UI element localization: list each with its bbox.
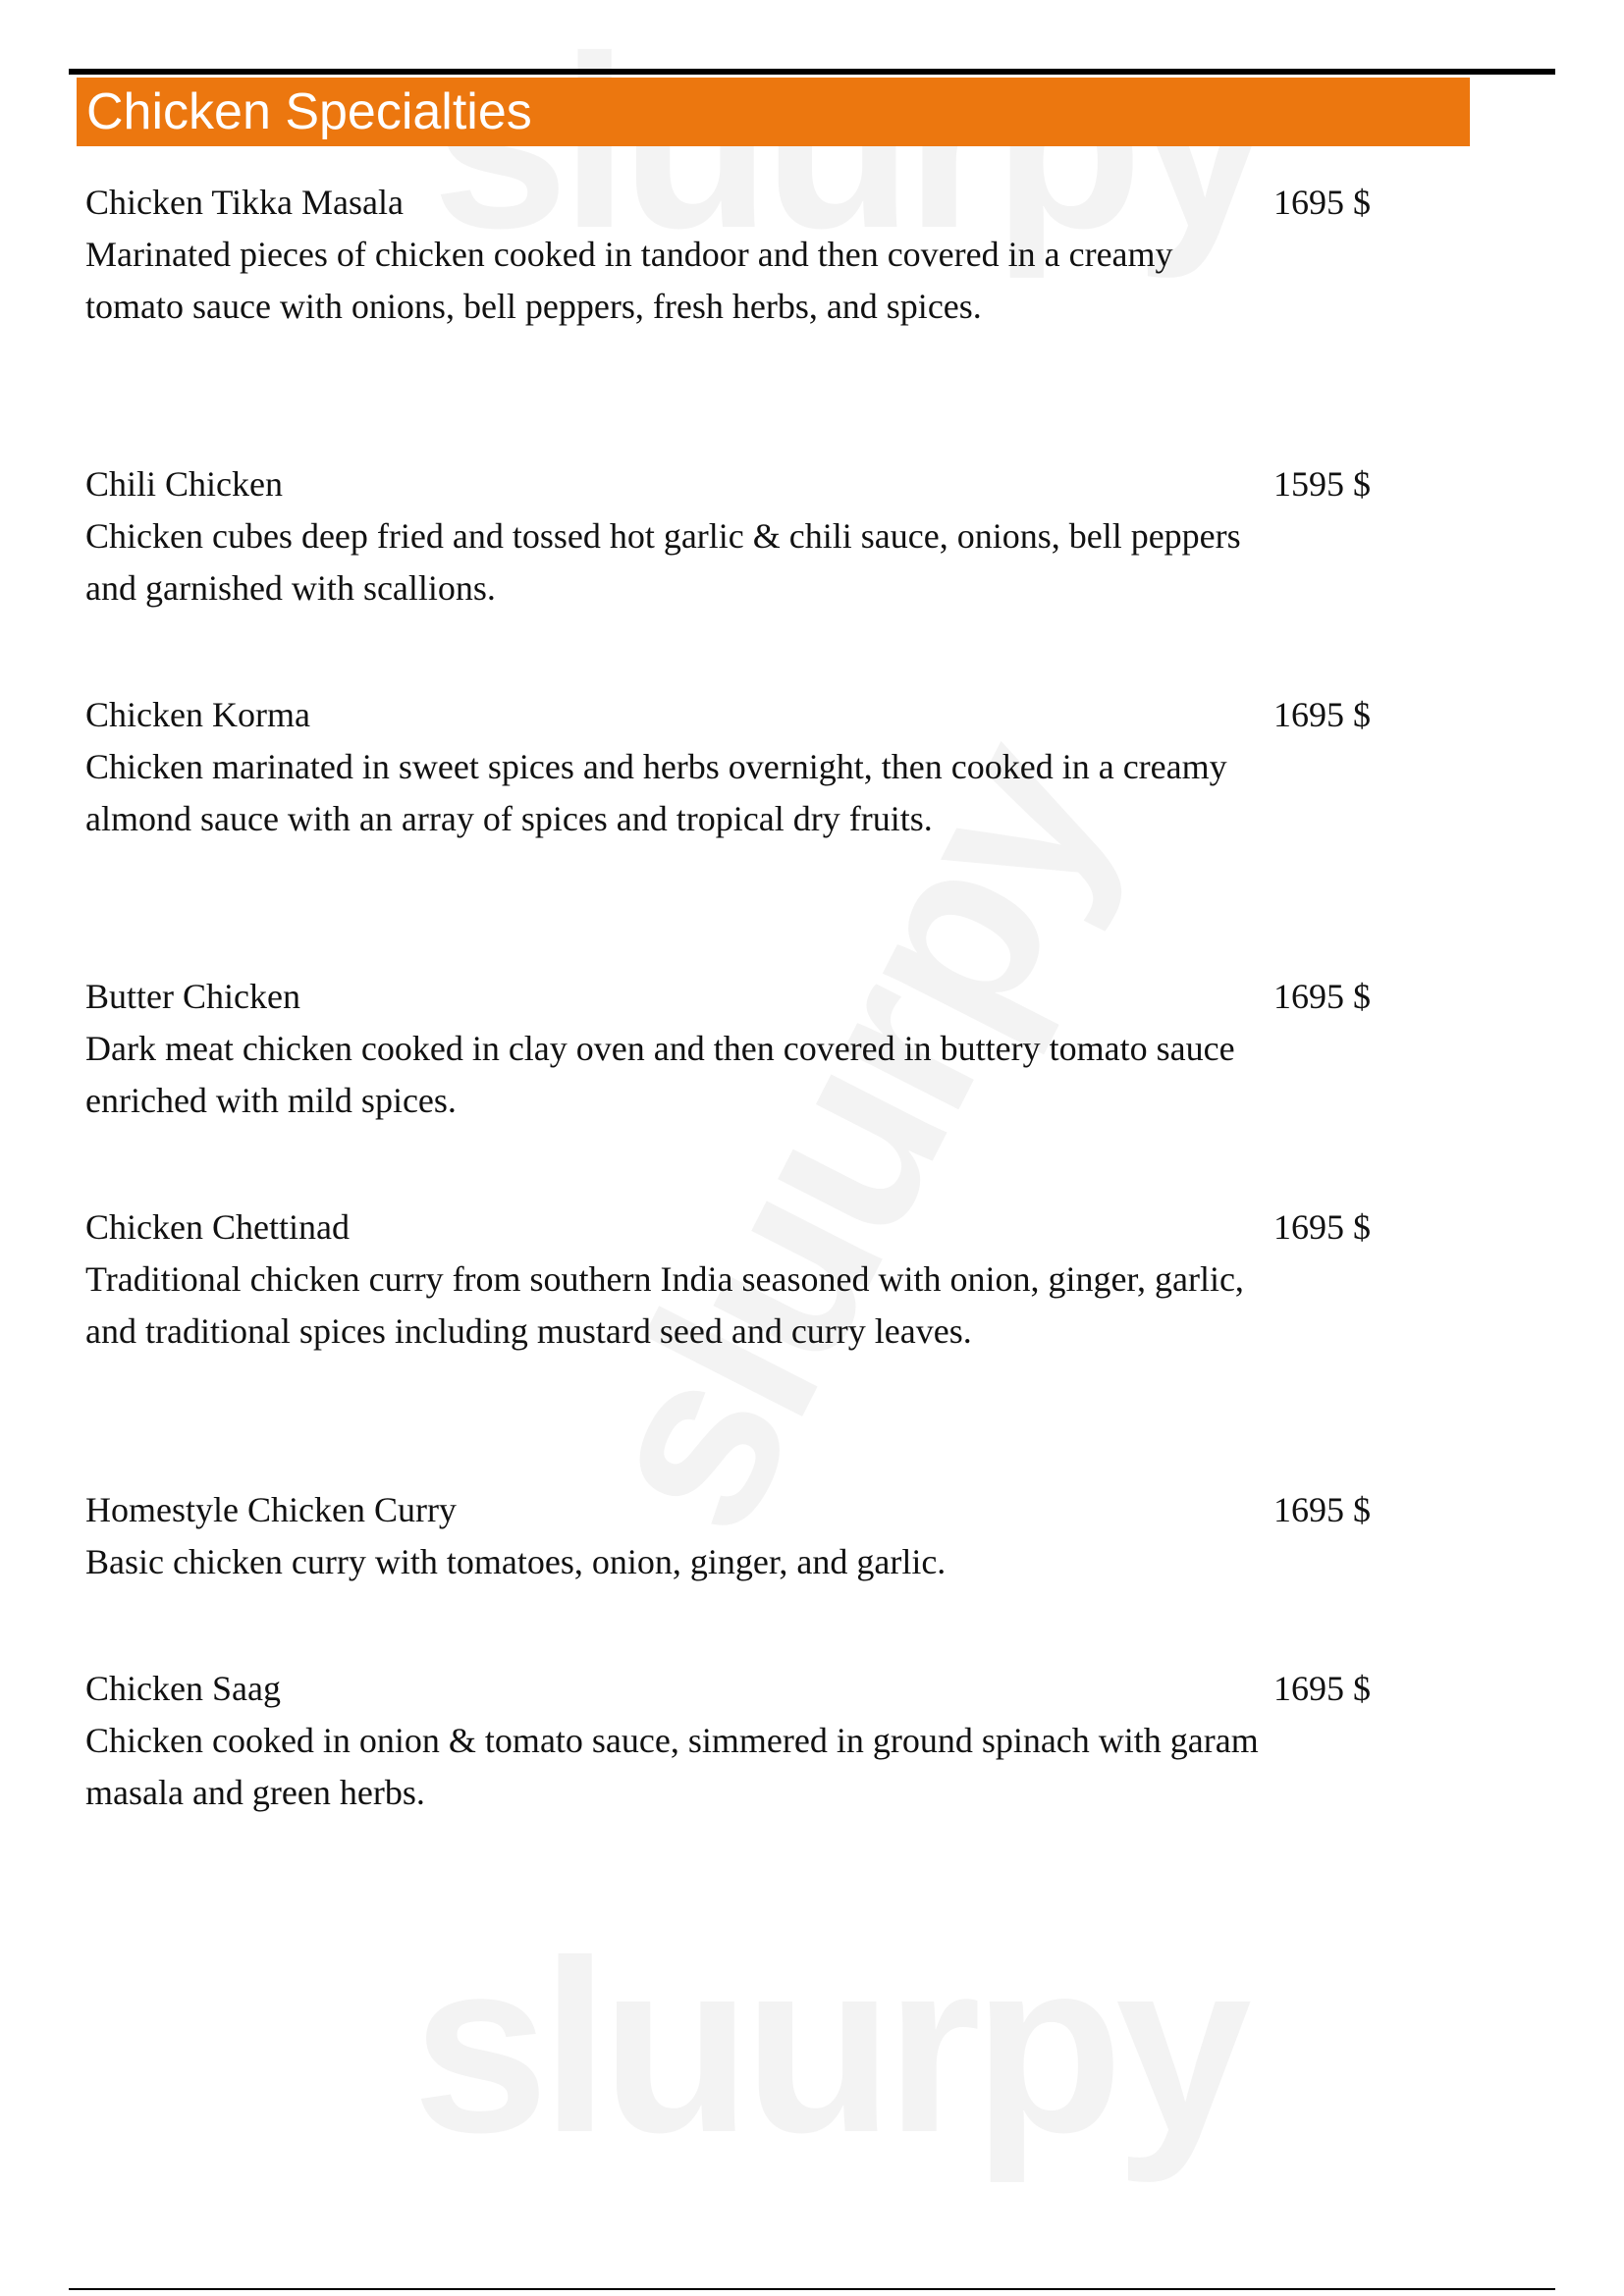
item-price: 1695 $: [1273, 1669, 1371, 1708]
item-description: Marinated pieces of chicken cooked in tandoor and then covered in a creamy tomato sauce with onions, bell peppers, fresh herbs, and spices.: [85, 235, 1173, 326]
item-description: Chicken marinated in sweet spices and herbs overnight, then cooked in a creamy almond sauce with an array of spices and tropical dry fruits.: [85, 747, 1227, 838]
item-price: 1695 $: [1273, 1490, 1371, 1529]
section-title: Chicken Specialties: [86, 83, 532, 140]
item-price: 1695 $: [1273, 183, 1371, 222]
item-name: Homestyle Chicken Curry: [85, 1490, 457, 1529]
item-name: Chicken Chettinad: [85, 1207, 350, 1247]
item-price: 1695 $: [1273, 1207, 1371, 1247]
item-price: 1695 $: [1273, 695, 1371, 734]
item-name: Chili Chicken: [85, 464, 283, 504]
bottom-rule: [69, 2288, 1555, 2290]
item-description: Chicken cubes deep fried and tossed hot garlic & chili sauce, onions, bell peppers and garnished with scallions.: [85, 516, 1241, 608]
item-description: Dark meat chicken cooked in clay oven and then covered in buttery tomato sauce enriched with mild spices.: [85, 1029, 1235, 1120]
item-description: Traditional chicken curry from southern India seasoned with onion, ginger, garlic, and traditional spices including mustard seed and curry leaves.: [85, 1259, 1244, 1351]
item-description: Basic chicken curry with tomatoes, onion, ginger, and garlic.: [85, 1542, 947, 1581]
item-name: Chicken Korma: [85, 695, 310, 734]
item-name: Butter Chicken: [85, 977, 300, 1016]
item-name: Chicken Saag: [85, 1669, 281, 1708]
section-header: [77, 78, 1470, 146]
watermark-logo: [412, 1924, 1244, 2169]
item-name: Chicken Tikka Masala: [85, 183, 404, 222]
item-description: Chicken cooked in onion & tomato sauce, simmered in ground spinach with garam masala and green herbs.: [85, 1721, 1259, 1812]
top-rule: [69, 69, 1555, 75]
item-price: 1695 $: [1273, 977, 1371, 1016]
item-price: 1595 $: [1273, 464, 1371, 504]
